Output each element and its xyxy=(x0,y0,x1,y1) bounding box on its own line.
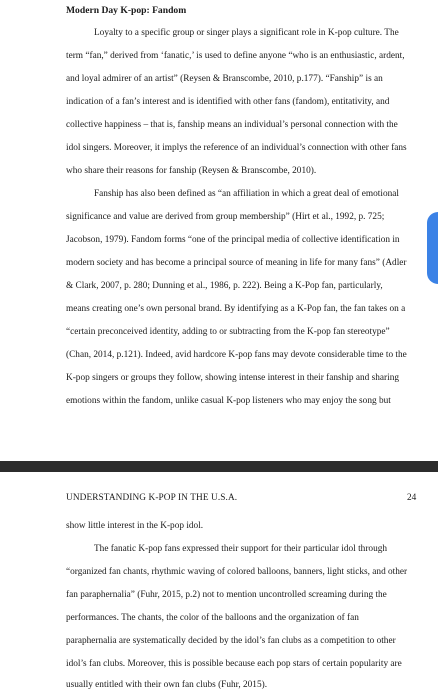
paragraph-line: indication of a fan’s interest and is identified with other fans (fandom), entitativity, and xyxy=(66,97,390,107)
paragraph-line: “certain preconceived identity, adding to or subtracting from the K-pop fan stereotype” xyxy=(66,327,390,337)
paragraph-line: Fanship has also been defined as “an affiliation in which a great deal of emotional xyxy=(94,189,399,199)
document-page xyxy=(0,472,438,690)
paragraph-line: emotions within the fandom, unlike casual K-pop listeners who may enjoy the song but xyxy=(66,396,391,406)
paragraph-line: term “fan,” derived from ‘fanatic,’ is used to define anyone “who is an enthusiastic, ardent, xyxy=(66,51,405,61)
paragraph-line: K-pop singers or groups they follow, showing intense interest in their fanship and sharing xyxy=(66,373,399,383)
running-head: UNDERSTANDING K-POP IN THE U.S.A. xyxy=(66,493,238,503)
scroll-handle[interactable] xyxy=(427,212,438,284)
paragraph-line: and loyal admirer of an artist” (Reysen & Branscombe, 2010, p.177). “Fanship” is an xyxy=(66,74,383,84)
page-separator xyxy=(0,461,438,472)
paragraph-line: who share their reasons for fanship (Reysen & Branscombe, 2010). xyxy=(66,166,317,176)
paragraph-line: idol’s fan clubs. Moreover, this is possible because each pop stars of certain popularity are xyxy=(66,659,402,669)
paragraph-line: modern society and has become a principal source of meaning in life for many fans” (Adler xyxy=(66,258,407,268)
page-number: 24 xyxy=(407,493,417,503)
paragraph-line: means creating one’s own personal brand. By identifying as a K-Pop fan, the fan takes on a xyxy=(66,304,406,314)
paragraph-line: “organized fan chants, rhythmic waving of colored balloons, banners, light sticks, and other xyxy=(66,567,408,577)
paragraph-line: (Chan, 2014, p.121). Indeed, avid hardcore K-pop fans may devote considerable time to the xyxy=(66,350,407,360)
paragraph-line: fan paraphernalia” (Fuhr, 2015, p.2) not to mention uncontrolled screaming during the xyxy=(66,590,387,600)
section-heading: Modern Day K-pop: Fandom xyxy=(66,5,187,16)
paragraph-line: performances. The chants, the color of the balloons and the organization of fan xyxy=(66,613,359,623)
paragraph-line: significance and value are derived from group membership” (Hirt et al., 1992, p. 725; xyxy=(66,212,385,222)
paragraph-line: The fanatic K-pop fans expressed their support for their particular idol through xyxy=(94,544,388,554)
paragraph-line: & Clark, 2007, p. 280; Dunning et al., 1986, p. 222). Being a K-Pop fan, particularly, xyxy=(66,281,383,291)
paragraph-line: show little interest in the K-pop idol. xyxy=(66,521,204,531)
paragraph-line: paraphernalia are systematically decided by the idol’s fan clubs as a competition to other xyxy=(66,636,396,646)
paragraph-line: usually entitled with their own fan clubs (Fuhr, 2015). xyxy=(66,680,268,690)
paragraph-line: Jacobson, 1979). Fandom forms “one of the principal media of collective identification in xyxy=(66,235,400,245)
paragraph-line: idol singers. Moreover, it implys the reference of an individual’s connection with other fans xyxy=(66,143,407,153)
paragraph-line: Loyalty to a specific group or singer plays a significant role in K-pop culture. The xyxy=(94,28,399,38)
paragraph-line: collective happiness – that is, fanship means an individual’s personal connection with the xyxy=(66,120,398,130)
